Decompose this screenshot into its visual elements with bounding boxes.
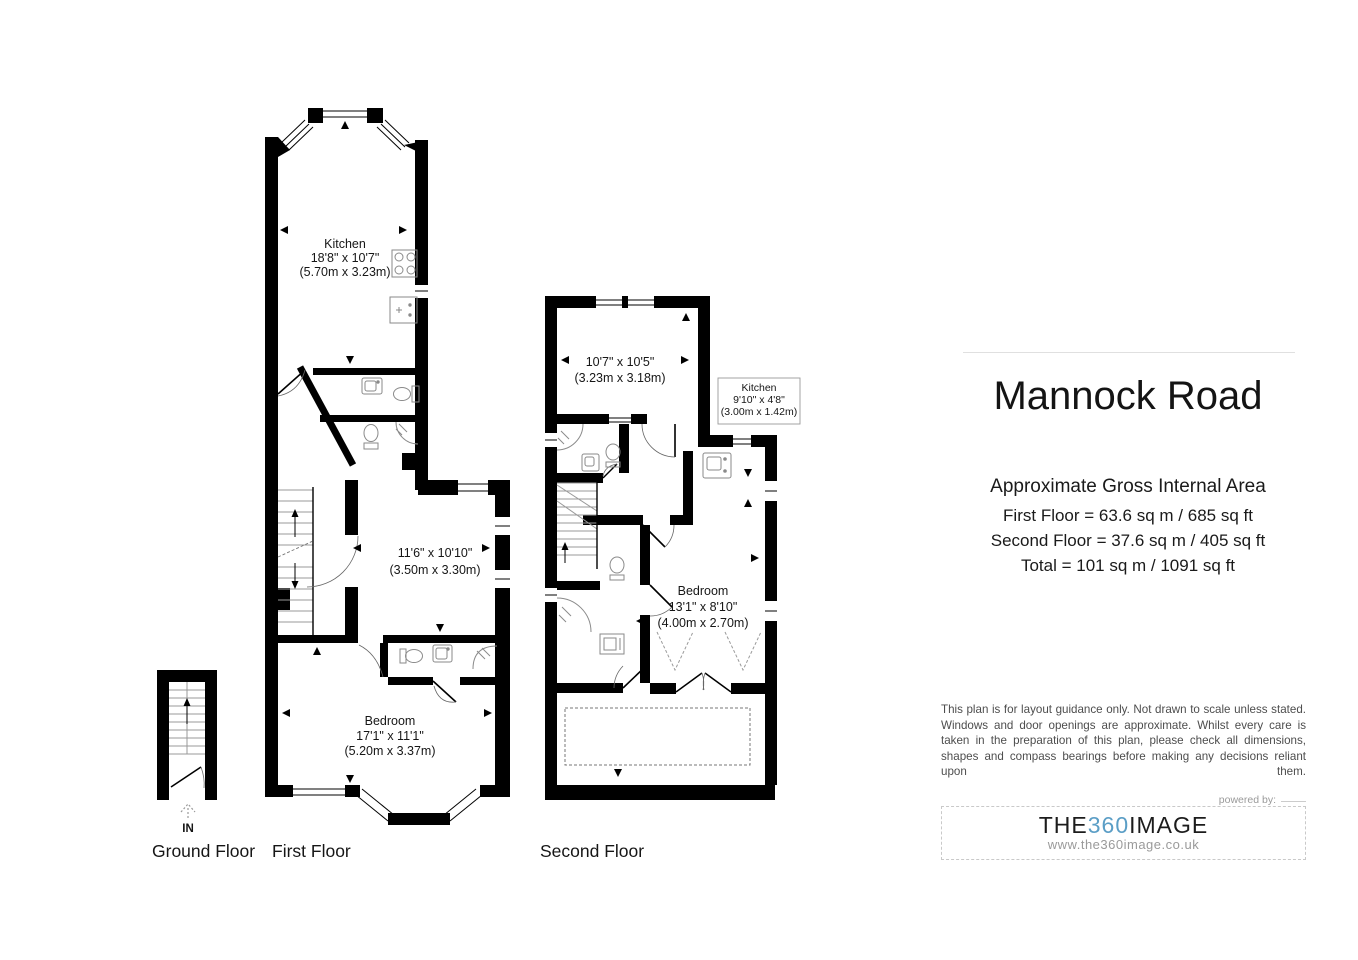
- french-doors: [676, 673, 731, 692]
- sink-icon: [362, 378, 382, 394]
- stair-break-line: [278, 541, 313, 557]
- sink-icon: [582, 454, 599, 471]
- area-summary: [950, 503, 1306, 578]
- room-dims-m: (5.20m x 3.37m): [344, 744, 436, 758]
- toilet-icon: [610, 557, 624, 580]
- ground-floor-plan: [150, 660, 270, 840]
- logo-text: [1039, 813, 1209, 837]
- room-dims-ft: 13'1" x 8'10": [668, 600, 738, 614]
- toilet-icon: [606, 444, 620, 467]
- room-label-kitchen: Kitchen: [324, 237, 366, 251]
- logo-image: IMAGE: [1129, 812, 1209, 838]
- room-dims-ft: 17'1" x 11'1": [356, 729, 424, 743]
- logo-box: [941, 806, 1306, 860]
- area-line-total: Total = 101 sq m / 1091 sq ft: [1020, 556, 1236, 575]
- second-floor-plan: [535, 285, 825, 815]
- room-dims-m: (4.00m x 2.70m): [657, 616, 749, 630]
- room-dims-ft: 11'6" x 10'10": [397, 546, 473, 560]
- room-dims-m: (3.00m x 1.42m): [720, 406, 798, 418]
- area-heading: Approximate Gross Internal Area: [990, 476, 1266, 497]
- room-dims-ft: 10'7" x 10'5": [585, 355, 655, 369]
- shower-icon: [473, 646, 497, 669]
- entry-arrow-icon: [181, 804, 195, 818]
- hob-icon: [392, 250, 417, 277]
- wardrobe-icon: [657, 632, 761, 670]
- room-label-bedroom: Bedroom: [364, 714, 416, 728]
- property-title: Mannock Road: [993, 374, 1263, 418]
- room-dims-m: (3.50m x 3.30m): [389, 563, 481, 577]
- bay-window-bottom: [293, 789, 482, 821]
- wall-window-gaps: [545, 433, 777, 621]
- entry-label: IN: [182, 823, 194, 835]
- toilet-icon: [364, 425, 378, 450]
- room-dims-ft: 9'10" x 4'8": [733, 394, 785, 406]
- toilet-icon: [400, 649, 423, 663]
- appliance-icon: [390, 297, 417, 323]
- bay-window-top: [281, 111, 409, 150]
- shower-icon: [557, 598, 591, 632]
- room-dims-ft: 18'8" x 10'7": [310, 251, 380, 265]
- divider-line: [963, 352, 1295, 353]
- kitchen-label-box: [718, 378, 800, 424]
- doors: [603, 424, 675, 688]
- powered-by-line: [1281, 801, 1306, 802]
- room-label-kitchen: Kitchen: [741, 382, 777, 394]
- powered-by-label: powered by:: [1218, 794, 1276, 806]
- floor-label-second: Second Floor: [540, 841, 645, 861]
- shower-icon: [557, 424, 583, 450]
- room-dims-m: (3.23m x 3.18m): [574, 371, 666, 385]
- room-dims-m: (5.70m x 3.23m): [299, 265, 391, 279]
- terrace-outline: [565, 708, 750, 765]
- first-floor-plan: [255, 105, 525, 845]
- stair-arrow: [562, 542, 569, 563]
- sink-icon: [600, 634, 624, 654]
- area-line-second: Second Floor = 37.6 sq m / 405 sq ft: [990, 531, 1266, 550]
- logo-360: 360: [1087, 812, 1130, 838]
- sink-icon: [703, 453, 731, 478]
- room-label-bedroom: Bedroom: [677, 584, 729, 598]
- logo-the: THE: [1038, 812, 1088, 838]
- stair-arrows: [292, 509, 299, 589]
- area-line-first: First Floor = 63.6 sq m / 685 sq ft: [1003, 506, 1253, 525]
- shower-icon: [396, 422, 418, 444]
- logo-url: www.the360image.co.uk: [1047, 837, 1200, 852]
- floor-label-first: First Floor: [272, 841, 351, 861]
- sink-icon: [433, 645, 452, 662]
- floor-label-ground: Ground Floor: [152, 841, 256, 861]
- disclaimer-text: This plan is for layout guidance only. Not drawn to scale unless stated. Windows and door openings are approximate. Whilst every care is taken in the preparation of this plan, please check all dimensions, shapes and compass bearings before making any decisions reliant upon them.: [941, 703, 1306, 779]
